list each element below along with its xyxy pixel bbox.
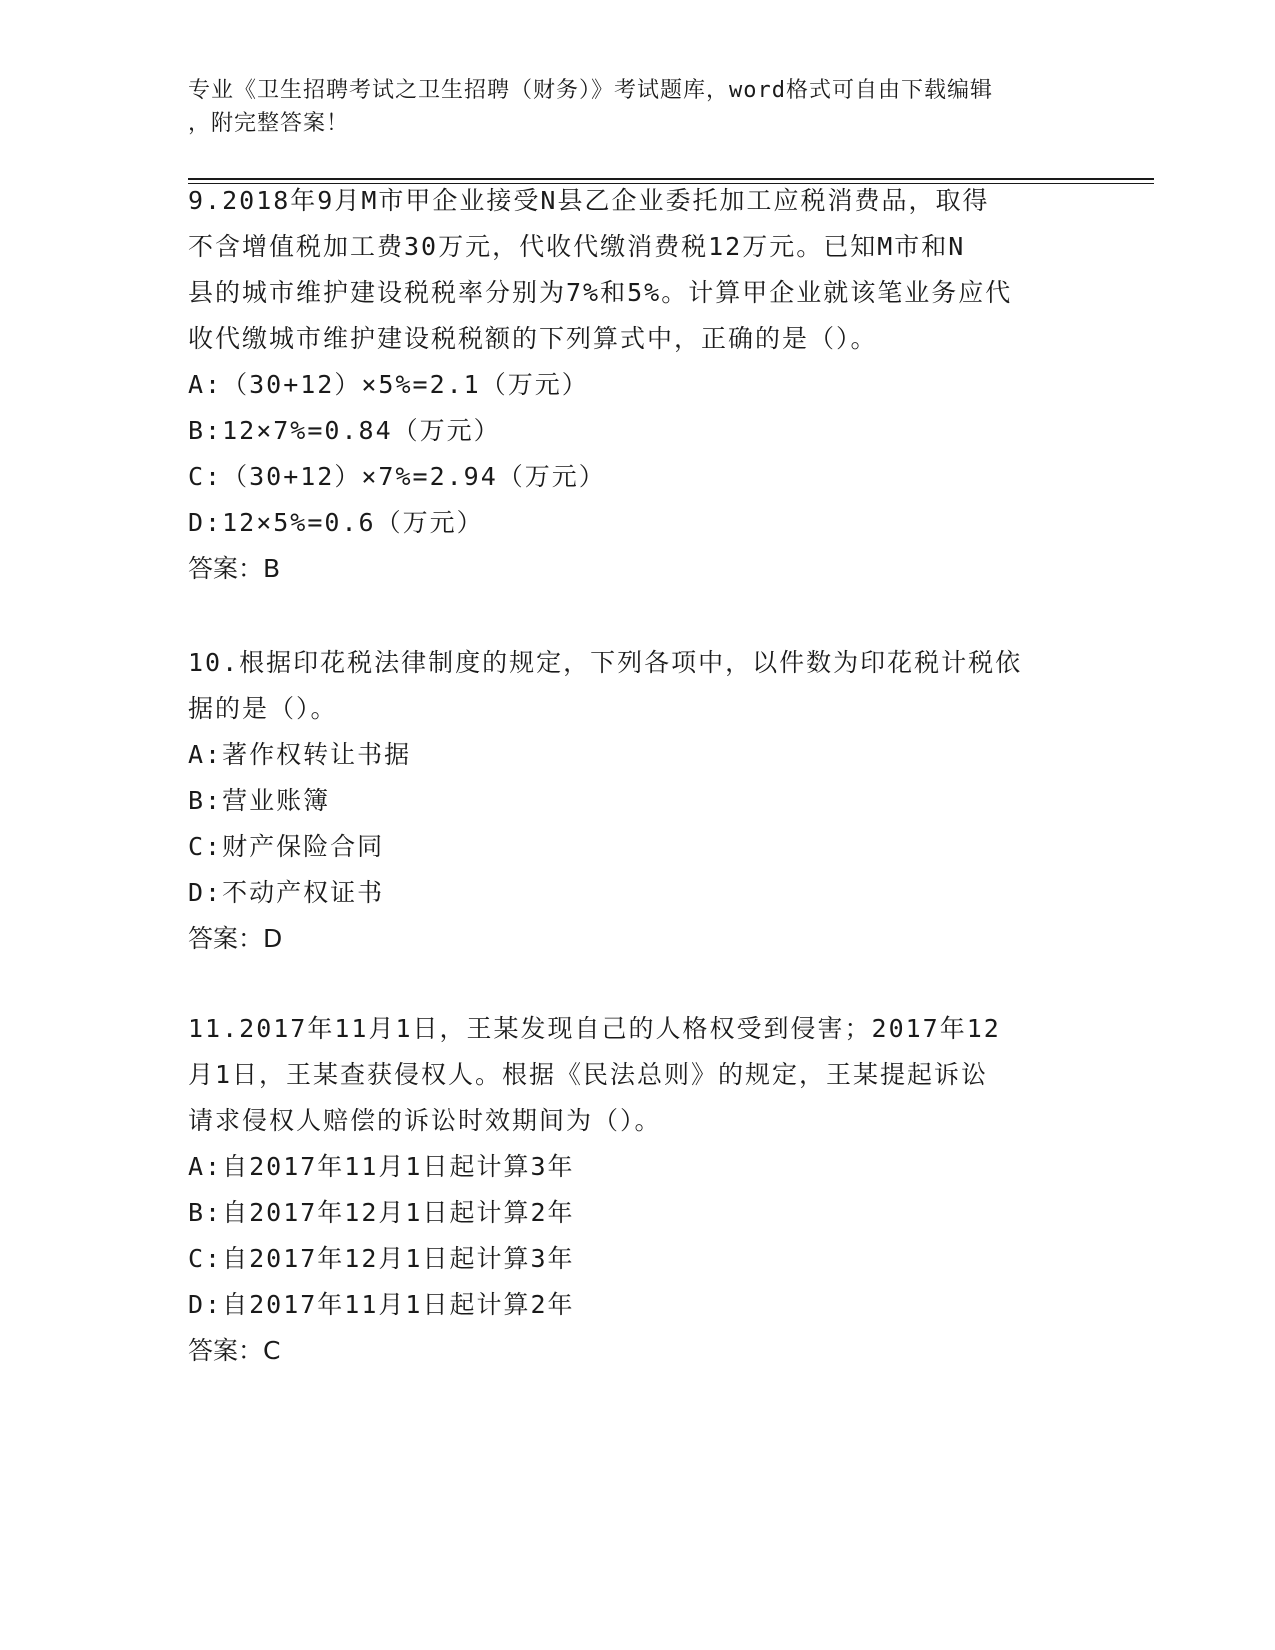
question-10	[188, 640, 1088, 962]
option-b: B:12×7%=0.84（万元）	[188, 416, 501, 445]
answer: 答案：C	[188, 1336, 281, 1365]
option-c: C:（30+12）×7%=2.94（万元）	[188, 462, 606, 491]
question-stem-line: 据的是（）。	[188, 694, 338, 723]
option-c: C:财产保险合同	[188, 832, 385, 861]
question-stem-line: 11.2017年11月1日，王某发现自己的人格权受到侵害；2017年12	[188, 1014, 1001, 1043]
option-a: A:（30+12）×5%=2.1（万元）	[188, 370, 589, 399]
question-stem-line: 请求侵权人赔偿的诉讼时效期间为（）。	[188, 1106, 662, 1135]
header-line-1: 专业《卫生招聘考试之卫生招聘（财务）》考试题库，word格式可自由下载编辑	[188, 78, 993, 103]
option-b: B:自2017年12月1日起计算2年	[188, 1198, 575, 1227]
question-11	[188, 1006, 1088, 1374]
question-stem-line: 9.2018年9月M市甲企业接受N县乙企业委托加工应税消费品，取得	[188, 186, 990, 215]
option-d: D:自2017年11月1日起计算2年	[188, 1290, 575, 1319]
answer: 答案：D	[188, 924, 283, 953]
question-stem-line: 月1日，王某查获侵权人。根据《民法总则》的规定，王某提起诉讼	[188, 1060, 989, 1089]
option-a: A:自2017年11月1日起计算3年	[188, 1152, 575, 1181]
option-a: A:著作权转让书据	[188, 740, 412, 769]
question-stem-line: 不含增值税加工费30万元，代收代缴消费税12万元。已知M市和N	[188, 232, 966, 261]
option-b: B:营业账簿	[188, 786, 331, 815]
question-stem-line: 县的城市维护建设税税率分别为7%和5%。计算甲企业就该笔业务应代	[188, 278, 1013, 307]
option-d: D:不动产权证书	[188, 878, 385, 907]
option-d: D:12×5%=0.6（万元）	[188, 508, 484, 537]
header-line-2: ，附完整答案！	[188, 111, 350, 136]
option-c: C:自2017年12月1日起计算3年	[188, 1244, 575, 1273]
question-9	[188, 178, 1088, 592]
answer: 答案：B	[188, 554, 281, 583]
question-stem-line: 收代缴城市维护建设税税额的下列算式中，正确的是（）。	[188, 324, 878, 353]
document-header	[188, 74, 1068, 140]
question-stem-line: 10.根据印花税法律制度的规定，下列各项中，以件数为印花税计税依	[188, 648, 1023, 677]
